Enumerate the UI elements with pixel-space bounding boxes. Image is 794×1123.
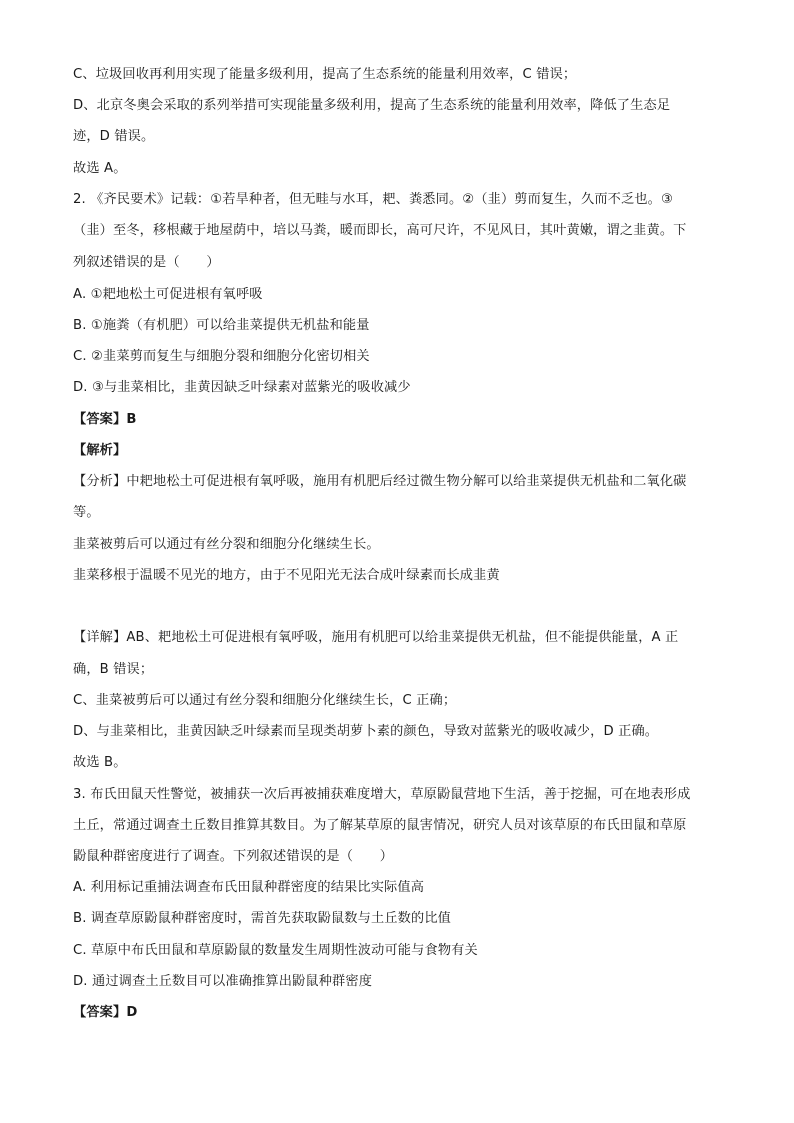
analysis-line-3: 韭菜移根于温暖不见光的地方，由于不见阳光无法合成叶绿素而长成韭黄 xyxy=(73,568,500,583)
question-2-stem-end: 列叙述错误的是（ ） xyxy=(73,255,220,270)
question-2-answer: 【答案】B xyxy=(73,412,137,427)
question-3-stem-end: 鼢鼠种群密度进行了调查。下列叙述错误的是（ ） xyxy=(73,849,394,864)
question-3-answer: 【答案】D xyxy=(73,1005,138,1020)
question-3-option-b: B. 调查草原鼢鼠种群密度时，需首先获取鼢鼠数与土丘数的比值 xyxy=(73,911,451,926)
question-2-option-a: A. ①耙地松土可促进根有氧呼吸 xyxy=(73,287,263,302)
analysis-line-1-cont: 等。 xyxy=(73,505,100,520)
analysis-line-1: 【分析】中耙地松土可促进根有氧呼吸，施用有机肥后经过微生物分解可以给韭菜提供无机盐和二氧化碳 xyxy=(73,474,687,489)
conclusion-line-2: 故选 B。 xyxy=(73,755,127,770)
conclusion-line: 故选 A。 xyxy=(73,161,127,176)
explanation-line-d-cont: 迹，D 错误。 xyxy=(73,129,155,144)
detail-line-ab-cont: 确，B 错误； xyxy=(73,662,154,677)
detail-line-ab: 【详解】AB、耙地松土可促进根有氧呼吸，施用有机肥可以给韭菜提供无机盐，但不能提供能量，A 正 xyxy=(73,630,679,645)
question-2-option-d: D. ③与韭菜相比，韭黄因缺乏叶绿素对蓝紫光的吸收减少 xyxy=(73,380,411,395)
detail-line-c: C、韭菜被剪后可以通过有丝分裂和细胞分化继续生长，C 正确； xyxy=(73,693,457,708)
question-2-stem-cont: （韭）至冬，移根藏于地屋荫中，培以马粪，暖而即长，高可尺许，不见风日，其叶黄嫩，谓之韭黄。下 xyxy=(73,223,687,238)
question-2-option-c: C. ②韭菜剪而复生与细胞分裂和细胞分化密切相关 xyxy=(73,349,370,364)
question-3-option-a: A. 利用标记重捕法调查布氏田鼠种群密度的结果比实际值高 xyxy=(73,880,425,895)
explanation-line-c: C、垃圾回收再利用实现了能量多级利用，提高了生态系统的能量利用效率，C 错误； xyxy=(73,67,577,82)
question-2-option-b: B. ①施粪（有机肥）可以给韭菜提供无机盐和能量 xyxy=(73,318,370,333)
question-3-stem: 3. 布氏田鼠天性警觉，被捕获一次后再被捕获难度增大，草原鼢鼠营地下生活，善于挖掘，可在地表形成 xyxy=(73,787,691,802)
question-3-option-d: D. 通过调查土丘数目可以准确推算出鼢鼠种群密度 xyxy=(73,974,373,989)
detail-line-d: D、与韭菜相比，韭黄因缺乏叶绿素而呈现类胡萝卜素的颜色，导致对蓝紫光的吸收减少，D 正确。 xyxy=(73,724,659,739)
question-2-analysis-heading: 【解析】 xyxy=(73,443,127,458)
question-3-stem-cont: 土丘，常通过调查土丘数目推算其数目。为了解某草原的鼠害情况，研究人员对该草原的布氏田鼠和草原 xyxy=(73,818,687,833)
analysis-line-2: 韭菜被剪后可以通过有丝分裂和细胞分化继续生长。 xyxy=(73,537,380,552)
question-2-stem: 2. 《齐民要术》记载：①若旱种者，但无畦与水耳，耙、粪悉同。②（韭）剪而复生，久而不乏也。③ xyxy=(73,192,673,207)
explanation-line-d: D、北京冬奥会采取的系列举措可实现能量多级利用，提高了生态系统的能量利用效率，降低了生态足 xyxy=(73,98,671,113)
question-3-option-c: C. 草原中布氏田鼠和草原鼢鼠的数量发生周期性波动可能与食物有关 xyxy=(73,943,478,958)
